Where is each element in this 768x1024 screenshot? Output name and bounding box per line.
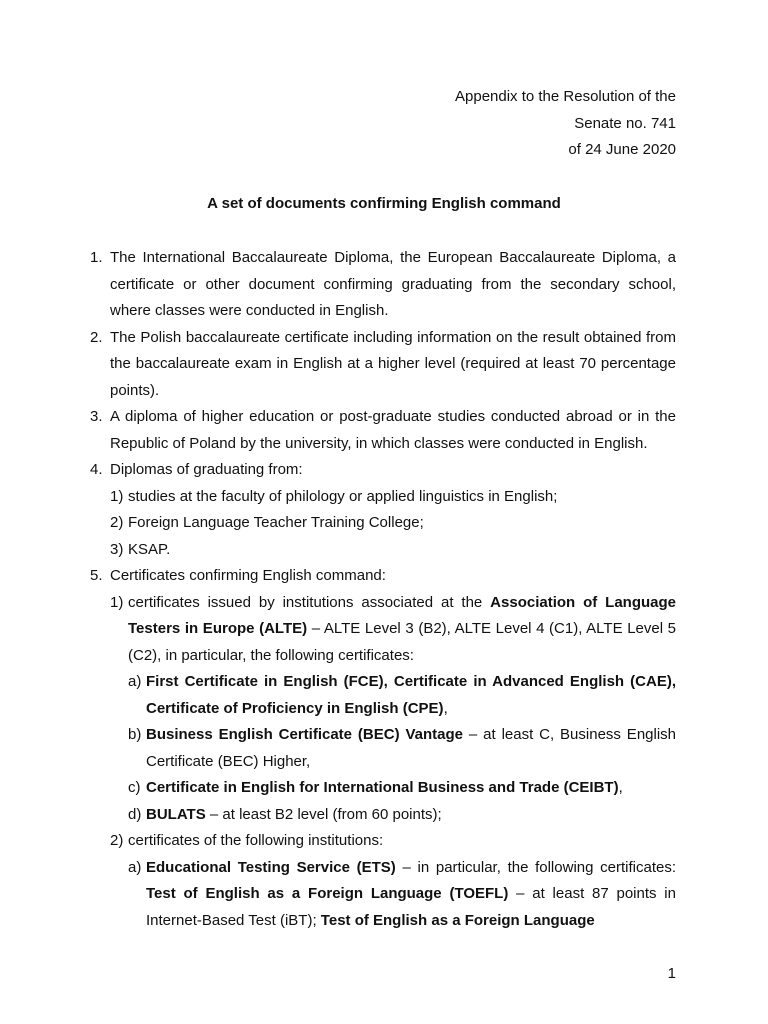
- sub-item-5-2: [90, 828, 676, 855]
- letter-number: a): [128, 858, 142, 876]
- list-text: Certificates confirming English command:: [110, 567, 386, 584]
- sub-number: 1): [110, 487, 124, 505]
- list-number: 5.: [90, 567, 103, 584]
- letter-number: d): [128, 805, 142, 823]
- letter-text: Business English Certificate (BEC) Vantage – at least C, Business English Certificate (BEC) Higher,: [146, 726, 677, 770]
- document-title: A set of documents confirming English command: [207, 195, 561, 212]
- sub-number: 3): [110, 540, 124, 558]
- letter-text: Certificate in English for International Business and Trade (CEIBT),: [146, 779, 623, 796]
- sub-item-4-1: [90, 484, 676, 511]
- sub-number: 2): [110, 514, 124, 531]
- sub-item-4-2: [90, 510, 676, 537]
- list-item-3: [90, 404, 676, 457]
- list-item-1: [90, 245, 676, 325]
- list-item-4: [90, 457, 676, 484]
- sub-sub-item-5-1-a: [90, 669, 676, 722]
- letter-number: a): [128, 673, 142, 690]
- sub-text: Foreign Language Teacher Training College;: [128, 514, 424, 531]
- sub-sub-item-5-1-c: [90, 775, 676, 802]
- header-line-1: Appendix to the Resolution of the: [455, 88, 676, 105]
- list-text: Diplomas of graduating from:: [110, 461, 303, 478]
- list-number: 1.: [90, 249, 103, 266]
- letter-text: Educational Testing Service (ETS) – in particular, the following certificates: Test of English as a Foreign Language (TOEFL) – at least 87 points in Internet-Based Test (iBT); Test of English as a Foreign Language: [146, 858, 676, 929]
- list-item-5: [90, 563, 676, 590]
- document-body: [90, 245, 676, 934]
- list-text: A diploma of higher education or post-graduate studies conducted abroad or in the Republic of Poland by the university, in which classes were conducted in English.: [110, 408, 676, 452]
- sub-text: studies at the faculty of philology or applied linguistics in English;: [128, 487, 558, 505]
- list-text: The Polish baccalaureate certificate including information on the result obtained from the baccalaureate exam in English at a higher level (required at least 70 percentage points).: [110, 328, 676, 399]
- sub-text: KSAP.: [128, 540, 171, 558]
- sub-sub-item-5-1-d: [90, 802, 676, 829]
- header-line-3: of 24 June 2020: [568, 141, 676, 158]
- sub-number: 2): [110, 832, 124, 849]
- letter-number: c): [128, 779, 141, 796]
- sub-text: certificates of the following institutions:: [128, 832, 384, 849]
- sub-sub-item-5-2-a: [90, 855, 676, 935]
- letter-text: First Certificate in English (FCE), Certificate in Advanced English (CAE), Certificate of Proficiency in English (CPE),: [146, 673, 676, 717]
- header-line-2: Senate no. 741: [574, 114, 676, 132]
- list-number: 3.: [90, 408, 103, 425]
- letter-number: b): [128, 726, 142, 743]
- sub-sub-item-5-1-b: [90, 722, 676, 775]
- appendix-header: [455, 84, 676, 164]
- sub-item-5-1: [90, 590, 676, 670]
- list-item-2: [90, 325, 676, 405]
- list-number: 4.: [90, 461, 103, 478]
- sub-text: certificates issued by institutions associated at the Association of Language Testers in Europe (ALTE) – ALTE Level 3 (B2), ALTE Level 4 (C1), ALTE Level 5 (C2), in particular, the following certificates:: [128, 593, 677, 664]
- sub-number: 1): [110, 593, 124, 611]
- page-number: 1: [667, 965, 676, 982]
- list-text: The International Baccalaureate Diploma, the European Baccalaureate Diploma, a certificate or other document confirming graduating from the secondary school, where classes were conducted in English.: [110, 249, 676, 319]
- list-number: 2.: [90, 328, 103, 346]
- sub-item-4-3: [90, 537, 676, 564]
- letter-text: BULATS – at least B2 level (from 60 points);: [146, 805, 442, 823]
- alte-name: Association of Language Testers in Europe (ALTE): [128, 593, 676, 637]
